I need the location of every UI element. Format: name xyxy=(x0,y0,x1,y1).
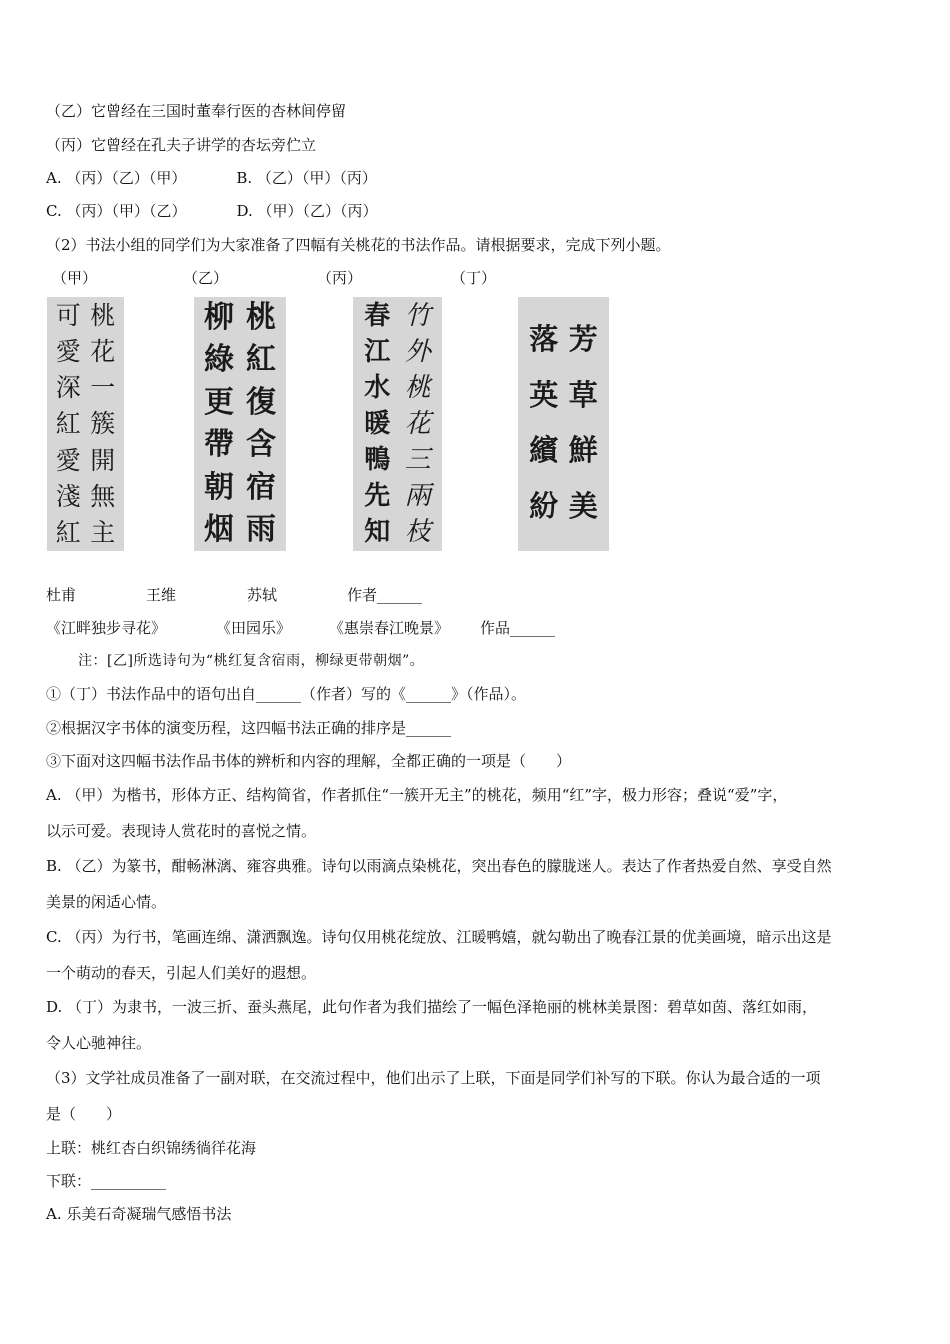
calligraphy-glyph: 花 xyxy=(90,337,116,367)
q2-intro: （2）书法小组的同学们为大家准备了四幅有关桃花的书法作品。请根据要求，完成下列小题。 xyxy=(46,236,671,254)
option-c-line-2: 一个萌动的春天，引起人们美好的遐想。 xyxy=(46,964,317,982)
q1-option-b: B. （乙）（甲）（丙） xyxy=(236,169,377,187)
calligraphy-glyph: 含 xyxy=(246,427,276,463)
calligraphy-glyph: 紅 xyxy=(55,409,81,439)
option-a-line-2: 以示可爱。表现诗人赏花时的喜悦之情。 xyxy=(46,822,317,840)
calligraphy-glyph: 花 xyxy=(404,409,431,439)
calligraphy-glyph: 烟 xyxy=(204,511,234,547)
q1-option-c: C. （丙）（甲）（乙） xyxy=(46,202,187,220)
calligraphy-glyph: 江 xyxy=(364,337,391,367)
calligraphy-glyph: 水 xyxy=(364,373,391,403)
calligraphy-glyph: 帶 xyxy=(204,427,234,463)
q1-option-a: A. （丙）（乙）（甲） xyxy=(46,169,187,187)
calligraphy-glyph: 枝 xyxy=(404,517,431,547)
q1-item-bing: （丙）它曾经在孔夫子讲学的杏坛旁伫立 xyxy=(46,136,317,154)
calligraphy-glyph: 桃 xyxy=(404,373,431,403)
calligraphy-yi-col-1 xyxy=(246,300,276,547)
calligraphy-ding xyxy=(518,297,609,551)
calligraphy-glyph: 美 xyxy=(568,488,598,523)
label-yi: （乙） xyxy=(183,269,229,287)
calligraphy-jia xyxy=(47,297,124,551)
q1-options-row-1 xyxy=(46,168,377,188)
q1-options-row-2 xyxy=(46,201,378,221)
calligraphy-yi-col-2 xyxy=(204,300,234,547)
calligraphy-bing-col-2 xyxy=(364,303,390,545)
calligraphy-glyph: 草 xyxy=(568,377,598,412)
option-a-line-1: A. （甲）为楷书，形体方正、结构简省，作者抓住“一簇开无主”的桃花，频用“红”字，极力形容；叠说“爱”字， xyxy=(46,786,788,804)
calligraphy-glyph: 鮮 xyxy=(568,433,598,468)
calligraphy-glyph: 芳 xyxy=(568,322,598,356)
calligraphy-glyph: 兩 xyxy=(404,481,431,511)
calligraphy-yi xyxy=(194,297,286,551)
calligraphy-glyph: 宿 xyxy=(246,469,276,505)
calligraphy-ding-col-1 xyxy=(568,322,598,523)
calligraphy-glyph: 深 xyxy=(55,373,81,403)
calligraphy-glyph: 英 xyxy=(529,377,559,412)
calligraphy-glyph: 春 xyxy=(364,301,391,331)
label-bing: （丙） xyxy=(317,269,363,287)
calligraphy-glyph: 復 xyxy=(246,384,276,420)
label-jia: （甲） xyxy=(52,269,98,287)
calligraphy-glyph: 知 xyxy=(364,517,391,547)
option-b-line-1: B. （乙）为篆书，酣畅淋漓、雍容典雅。诗句以雨滴点染桃花，突出春色的朦胧迷人。表达了作者热爱自然、享受自然 xyxy=(46,857,832,875)
calligraphy-glyph: 雨 xyxy=(246,511,276,547)
calligraphy-glyph: 淺 xyxy=(55,481,81,511)
calligraphy-glyph: 鴨 xyxy=(364,445,391,475)
sub-question-1: ①（丁）书法作品中的语句出自______（作者）写的《______》（作品）。 xyxy=(46,685,527,703)
calligraphy-glyph: 簇 xyxy=(90,409,116,439)
work-ding-blank: 作品______ xyxy=(480,619,556,637)
q3-upper-couplet: 上联：桃红杏白织锦绣徜徉花海 xyxy=(46,1139,257,1157)
calligraphy-glyph: 三 xyxy=(404,445,431,475)
calligraphy-glyph: 先 xyxy=(364,481,391,511)
calligraphy-glyph: 一 xyxy=(90,373,116,403)
author-yi: 王维 xyxy=(146,586,177,604)
calligraphy-bing-col-1 xyxy=(405,303,431,545)
calligraphy-glyph: 朝 xyxy=(204,469,234,505)
option-d-line-2: 令人心驰神往。 xyxy=(46,1034,152,1052)
option-b-line-2: 美景的闲适心情。 xyxy=(46,893,167,911)
calligraphy-glyph: 可 xyxy=(55,301,81,330)
calligraphy-glyph: 外 xyxy=(404,337,431,367)
q1-item-yi: （乙）它曾经在三国时董奉行医的杏林间停留 xyxy=(46,102,347,120)
calligraphy-glyph: 柳 xyxy=(204,300,234,335)
q3-intro-line-1: （3）文学社成员准备了一副对联，在交流过程中，他们出示了上联，下面是同学们补写的下联。你认为最合适的一项 xyxy=(46,1069,821,1087)
q3-lower-couplet-blank: 下联：__________ xyxy=(46,1172,167,1190)
calligraphy-glyph: 桃 xyxy=(90,301,116,330)
q3-option-a: A. 乐美石奇凝瑞气感悟书法 xyxy=(46,1205,232,1223)
author-bing: 苏轼 xyxy=(247,586,278,604)
sub-question-3: ③下面对这四幅书法作品书体的辨析和内容的理解，全都正确的一项是（ ） xyxy=(46,752,572,770)
label-ding: （丁） xyxy=(451,269,497,287)
option-d-line-1: D. （丁）为隶书，一波三折、蚕头燕尾，此句作者为我们描绘了一幅色泽艳丽的桃林美景图：碧草如茵、落红如雨， xyxy=(46,998,818,1016)
works-row xyxy=(46,618,646,638)
calligraphy-glyph: 落 xyxy=(529,322,559,356)
q1-option-d: D. （甲）（乙）（丙） xyxy=(236,202,378,220)
calligraphy-glyph: 紅 xyxy=(55,517,81,547)
calligraphy-bing xyxy=(353,297,442,551)
q3-intro-line-2: 是（ ） xyxy=(46,1105,122,1123)
calligraphy-labels xyxy=(46,268,646,288)
work-bing: 《惠崇春江晚景》 xyxy=(329,619,450,637)
calligraphy-glyph: 繽 xyxy=(529,433,559,468)
calligraphy-glyph: 暖 xyxy=(364,409,391,439)
calligraphy-glyph: 愛 xyxy=(55,337,81,367)
calligraphy-ding-col-2 xyxy=(529,322,559,523)
calligraphy-glyph: 主 xyxy=(90,517,116,547)
calligraphy-glyph: 綠 xyxy=(204,342,234,378)
calligraphy-jia-col-2 xyxy=(56,303,81,545)
work-jia: 《江畔独步寻花》 xyxy=(46,619,167,637)
calligraphy-glyph: 紛 xyxy=(529,488,559,523)
calligraphy-glyph: 竹 xyxy=(404,301,431,331)
author-ding-blank: 作者______ xyxy=(347,586,423,604)
calligraphy-glyph: 無 xyxy=(90,481,116,511)
calligraphy-jia-col-1 xyxy=(90,303,115,545)
calligraphy-glyph: 開 xyxy=(90,445,116,475)
calligraphy-glyph: 愛 xyxy=(55,445,81,475)
option-c-line-1: C. （丙）为行书，笔画连绵、潇洒飘逸。诗句仅用桃花绽放、江暖鸭嬉，就勾勒出了晚春江景的优美画境，暗示出这是 xyxy=(46,928,832,946)
author-jia: 杜甫 xyxy=(46,586,77,604)
authors-row xyxy=(46,585,646,605)
note: 注：[乙]所选诗句为“桃红复含宿雨，柳绿更带朝烟”。 xyxy=(78,653,425,669)
calligraphy-glyph: 桃 xyxy=(246,300,276,335)
work-yi: 《田园乐》 xyxy=(216,619,292,637)
calligraphy-glyph: 更 xyxy=(204,384,234,420)
calligraphy-glyph: 紅 xyxy=(246,342,276,378)
sub-question-2: ②根据汉字书体的演变历程，这四幅书法正确的排序是______ xyxy=(46,719,452,737)
